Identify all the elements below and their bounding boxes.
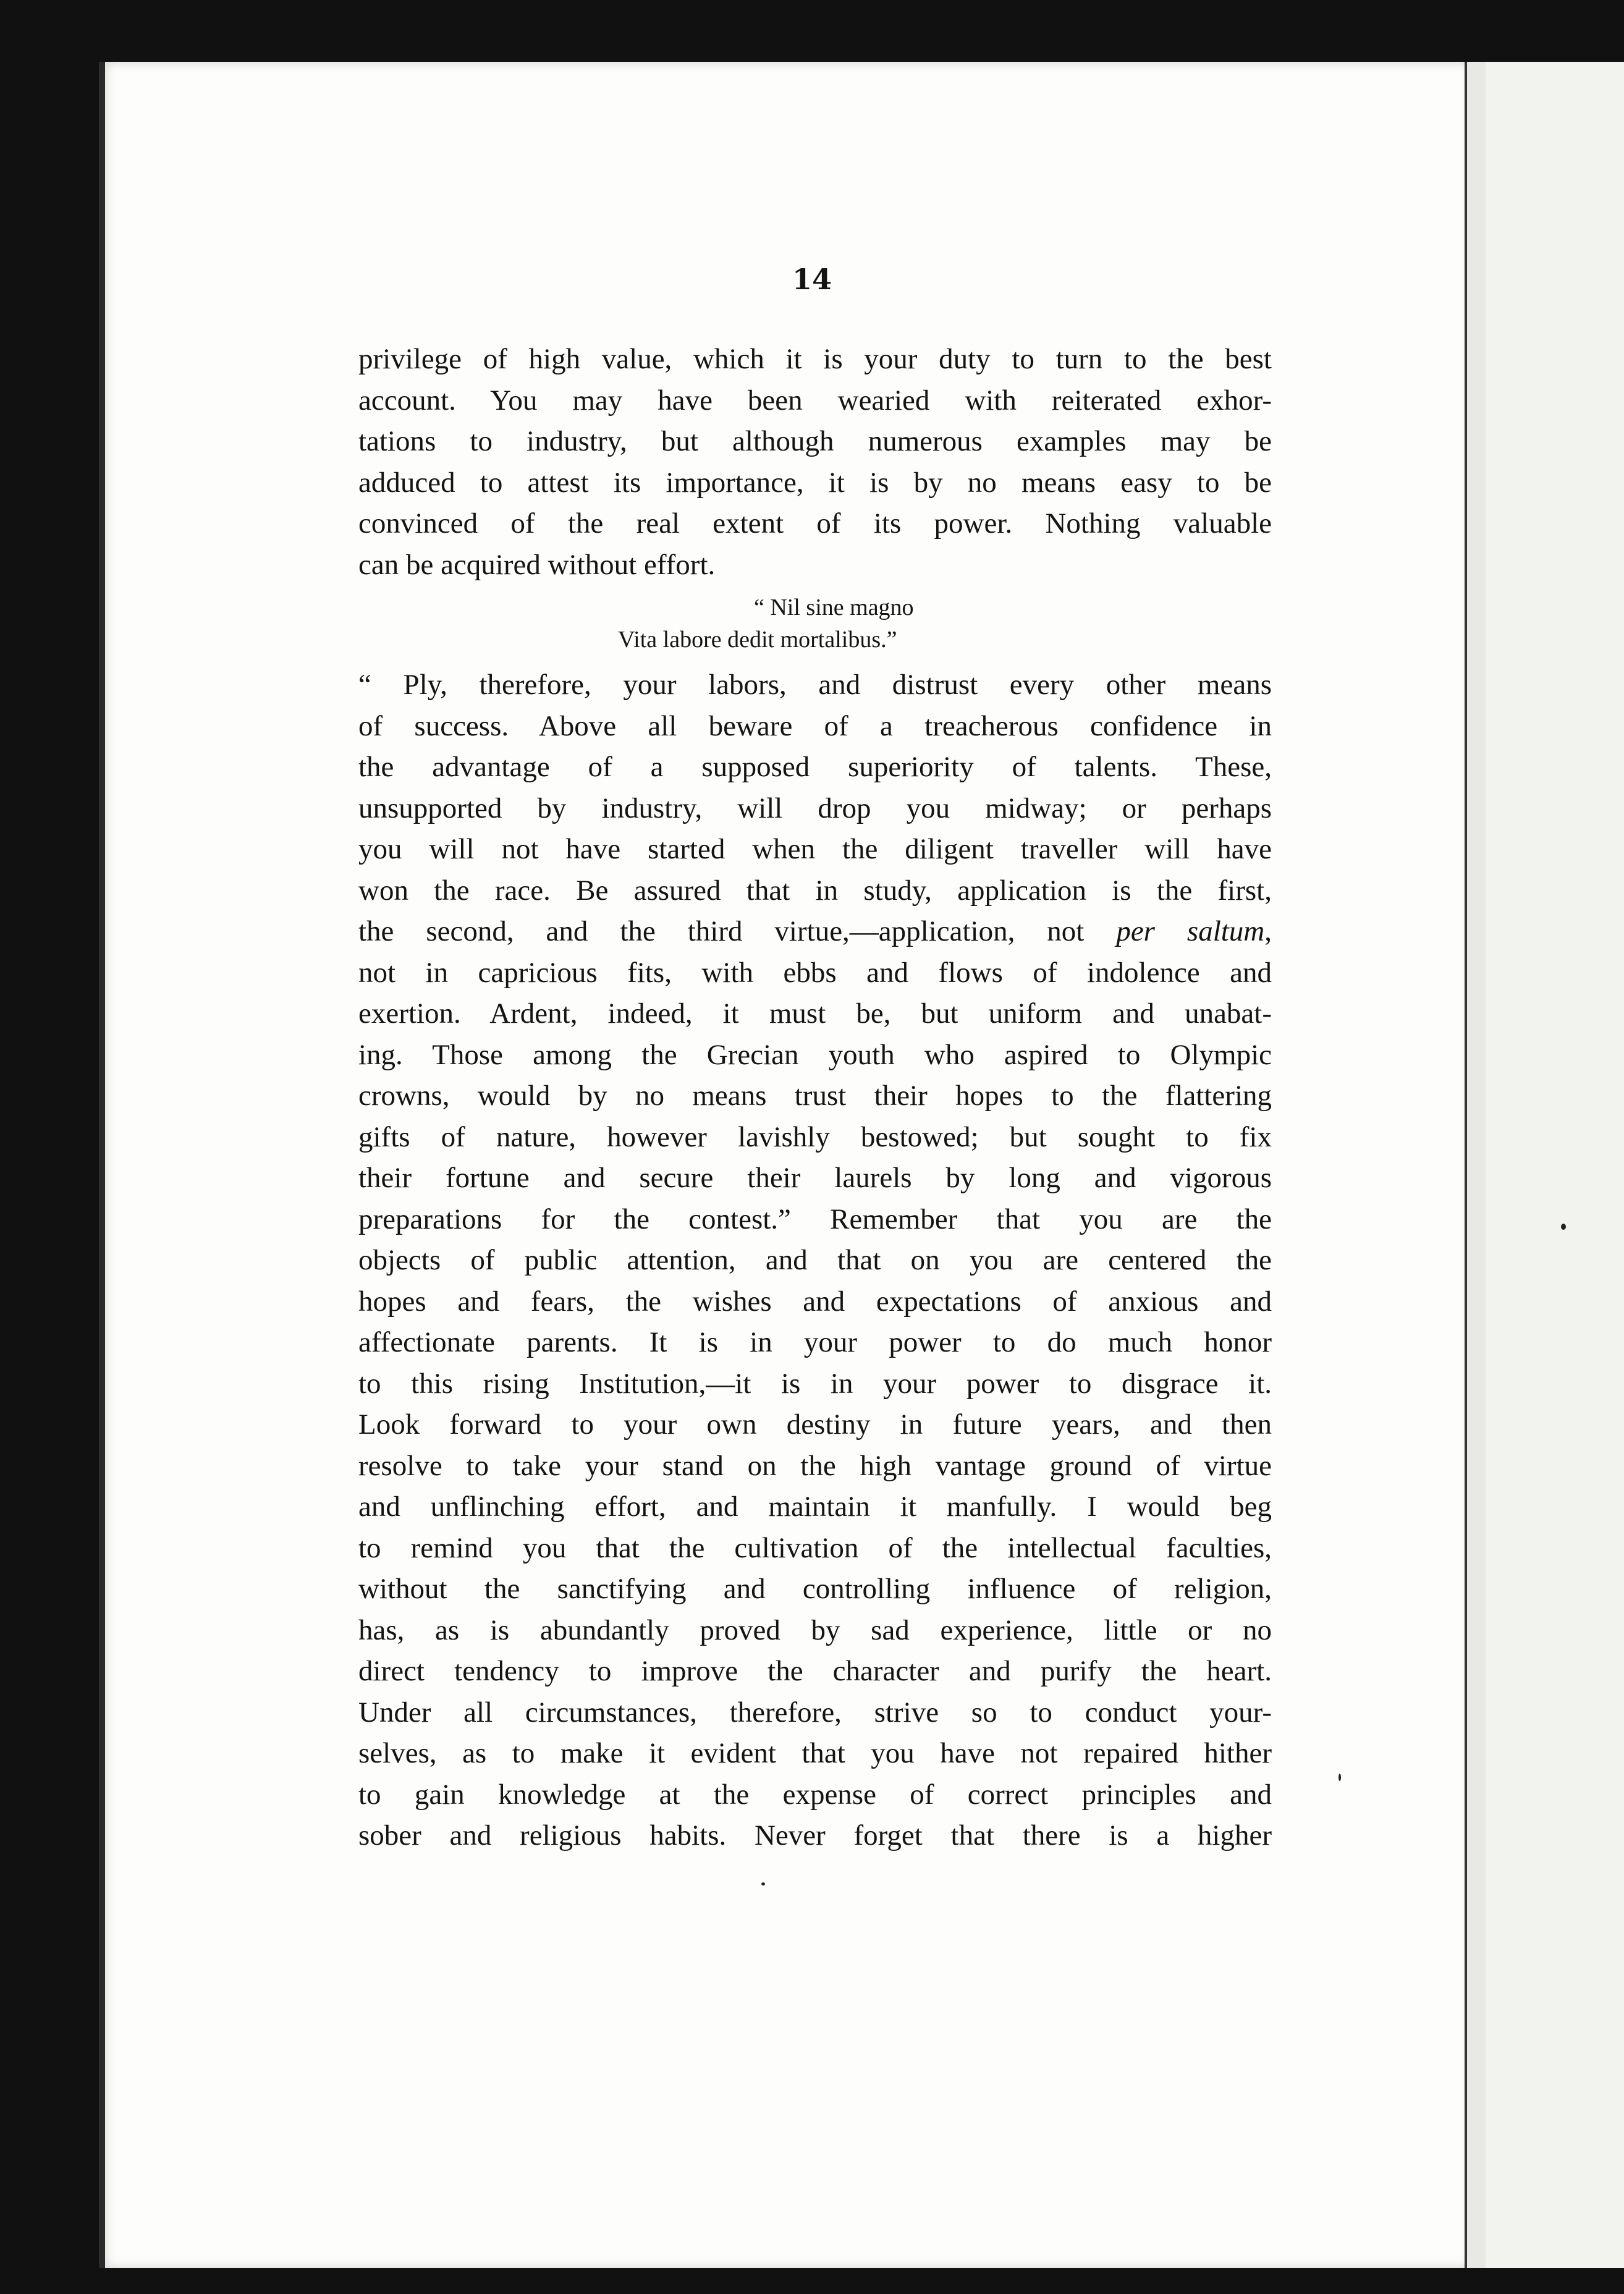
scan-speck	[1561, 1224, 1566, 1230]
page-number: 14	[792, 263, 832, 296]
text-segment: ,	[1264, 915, 1272, 947]
text-line: Under all circumstances, therefore, strive so to conduct your-	[358, 1696, 1272, 1729]
text-line: privilege of high value, which it is your duty to turn to the best	[358, 343, 1272, 375]
text-line: sober and religious habits. Never forget that there is a higher	[358, 1819, 1272, 1852]
text-line: direct tendency to improve the character and purify the heart.	[358, 1655, 1272, 1687]
text-line: won the race. Be assured that in study, application is the first,	[358, 874, 1272, 907]
text-line: preparations for the contest.” Remember that you are the	[358, 1203, 1272, 1235]
text-line-with-italic	[358, 911, 1272, 952]
text-line: you will not have started when the diligent traveller will have	[358, 833, 1272, 865]
text-line: convinced of the real extent of its power. Nothing valuable	[358, 507, 1272, 540]
text-line: tations to industry, but although numerous examples may be	[358, 425, 1272, 457]
scan-speck	[761, 1882, 765, 1886]
text-line: not in capricious fits, with ebbs and flows of indolence and	[358, 956, 1272, 989]
text-line: adduced to attest its importance, it is by no means easy to be	[358, 466, 1272, 499]
text-line: gifts of nature, however lavishly bestowed; but sought to fix	[358, 1120, 1272, 1153]
page-gutter-edge	[1465, 62, 1486, 2268]
text-line: their fortune and secure their laurels by long and vigorous	[358, 1162, 1272, 1194]
text-line: objects of public attention, and that on you are centered the	[358, 1244, 1272, 1276]
italic-phrase: per saltum	[1116, 915, 1265, 947]
latin-quotation-line-1: “ Nil sine magno	[754, 595, 914, 620]
text-line: unsupported by industry, will drop you midway; or perhaps	[358, 792, 1272, 824]
text-line: hopes and fears, the wishes and expectations of anxious and	[358, 1285, 1272, 1318]
text-line: of success. Above all beware of a treacherous confidence in	[358, 709, 1272, 742]
scan-speck	[1339, 1774, 1341, 1781]
text-line: affectionate parents. It is in your power to do much honor	[358, 1326, 1272, 1358]
body-text	[358, 339, 1272, 1856]
adjacent-page-edge	[1486, 62, 1624, 2268]
text-line: and unflinching effort, and maintain it manfully. I would beg	[358, 1491, 1272, 1523]
text-line: can be acquired without effort.	[358, 548, 716, 581]
text-line: selves, as to make it evident that you have not repaired hither	[358, 1737, 1272, 1769]
latin-quotation-line-2: Vita labore dedit mortalibus.”	[618, 627, 897, 653]
text-line: Look forward to your own destiny in future years, and then	[358, 1408, 1272, 1441]
text-line: to gain knowledge at the expense of correct principles and	[358, 1778, 1272, 1811]
text-line: resolve to take your stand on the high vantage ground of virtue	[358, 1449, 1272, 1482]
text-line: crowns, would by no means trust their hopes to the flattering	[358, 1080, 1272, 1112]
text-segment: the second, and the third virtue,—application, not	[358, 915, 1117, 947]
text-line: has, as is abundantly proved by sad experience, little or no	[358, 1614, 1272, 1646]
text-line: account. You may have been wearied with reiterated exhor-	[358, 384, 1272, 417]
text-line: without the sanctifying and controlling influence of religion,	[358, 1573, 1272, 1605]
text-line: to remind you that the cultivation of the intellectual faculties,	[358, 1531, 1272, 1564]
text-line: to this rising Institution,—it is in your power to disgrace it.	[358, 1367, 1272, 1400]
text-line: exertion. Ardent, indeed, it must be, but uniform and unabat-	[358, 997, 1272, 1030]
text-line: the advantage of a supposed superiority of talents. These,	[358, 751, 1272, 783]
text-line: “ Ply, therefore, your labors, and distrust every other means	[358, 669, 1272, 701]
text-line: ing. Those among the Grecian youth who aspired to Olympic	[358, 1038, 1272, 1071]
